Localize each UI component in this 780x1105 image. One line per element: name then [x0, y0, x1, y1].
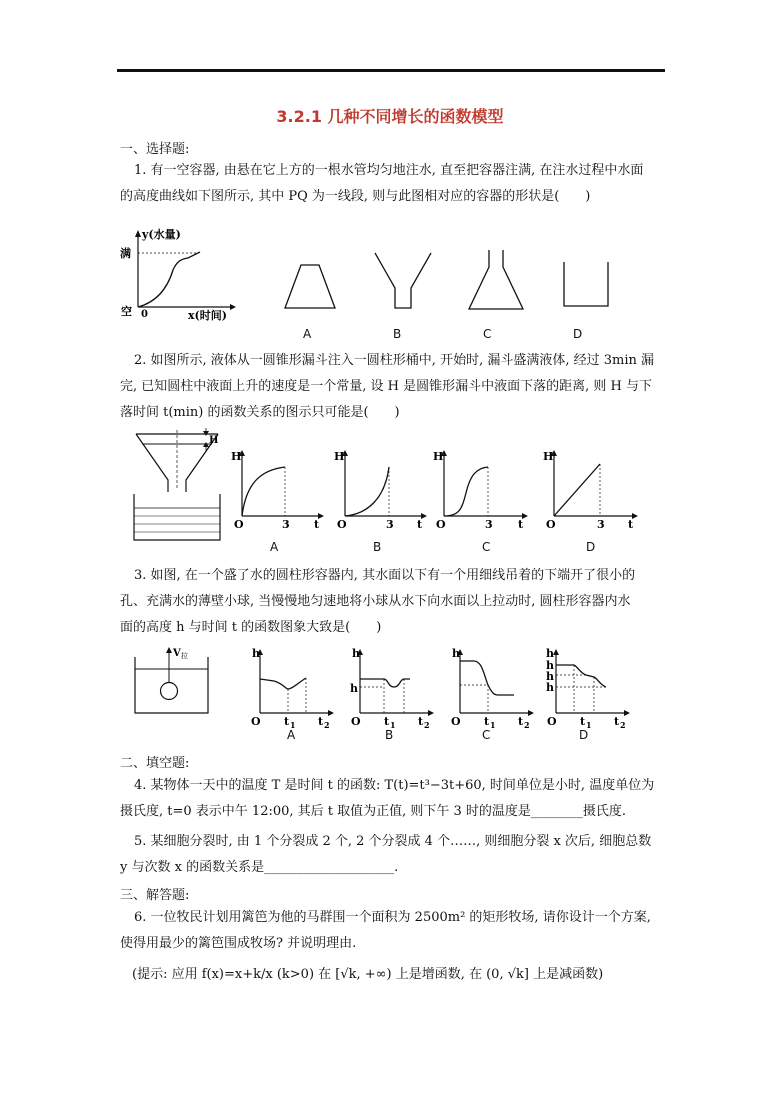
q5-line-1: 5. 某细胞分裂时, 由 1 个分裂成 2 个, 2 个分裂成 4 个……, 则细胞分裂 x 次后, 细胞总数 [134, 834, 652, 849]
q3a-h: h [252, 647, 260, 660]
q2c-tick: 3 [485, 518, 493, 531]
q3-graph-c [448, 645, 536, 730]
q3b-t1sub: 1 [390, 720, 396, 730]
q4-line-1: 4. 某物体一天中的温度 T 是时间 t 的函数: T(t)=t³−3t+60, 时间单位是小时, 温度单位为 [134, 778, 655, 793]
question-5 [120, 829, 668, 881]
q2-option-a: A [270, 540, 279, 554]
q2b-y: H [334, 450, 345, 463]
section-heading-choice: 一、选择题: [120, 142, 190, 157]
section-heading-answer: 三、解答题: [120, 888, 190, 903]
q3a-t1sub: 1 [290, 720, 296, 730]
q2a-tick: 3 [282, 518, 290, 531]
q2-line-2: 完, 已知圆柱中液面上升的速度是一个常量, 设 H 是圆锥形漏斗中液面下落的距离, 则 H 与下 [120, 379, 652, 394]
q3c-h: h [452, 647, 460, 660]
q3d-h2: h [546, 659, 554, 672]
q2-graph-c [432, 448, 532, 530]
q2c-x: t [518, 518, 524, 531]
q3b-h2: h [350, 682, 358, 695]
section-heading-fill: 二、填空题: [120, 756, 190, 771]
q1-container-d [560, 259, 612, 311]
q3a-t2: t [318, 715, 324, 728]
q2d-y: H [543, 450, 554, 463]
q3-ball-figure [132, 645, 212, 717]
q3b-t1: t [384, 715, 390, 728]
q3-option-c: C [482, 728, 491, 742]
question-3 [120, 563, 668, 641]
q4-line-2: 摄氏度, t=0 表示中午 12:00, 其后 t 取值为正值, 则下午 3 时的温度是________摄氏度. [120, 804, 627, 819]
q2-line-3: 落时间 t(min) 的函数关系的图示只可能是( ) [120, 405, 400, 420]
q1-line-2: 的高度曲线如下图所示, 其中 PQ 为一线段, 则与此图相对应的容器的形状是( ) [120, 189, 591, 204]
q3-line-3: 面的高度 h 与时间 t 的函数图象大致是( ) [120, 620, 382, 635]
q1-water-graph [118, 225, 243, 325]
q1-option-b: B [393, 327, 402, 341]
q3a-t1: t [284, 715, 290, 728]
q1-container-c [464, 247, 528, 313]
q3d-h3: h [546, 670, 554, 683]
q3d-t2sub: 2 [620, 720, 626, 730]
q5-line-2: y 与次数 x 的函数关系是____________________. [120, 860, 399, 875]
q3c-t2: t [518, 715, 524, 728]
q3a-t2sub: 2 [324, 720, 330, 730]
q2d-x: t [628, 518, 634, 531]
q1-option-c: C [483, 327, 492, 341]
q3-line-2: 孔、充满水的薄壁小球, 当慢慢地匀速地将小球从水下向水面以上拉动时, 圆柱形容器内水 [120, 594, 631, 609]
q1-option-a: A [303, 327, 312, 341]
q1-line-1: 1. 有一空容器, 由悬在它上方的一根水管均匀地注水, 直至把容器注满, 在注水过程中水面 [134, 163, 644, 178]
q2d-o: O [546, 518, 556, 531]
q6-hint: (提示: 应用 f(x)=x+k/x (k>0) 在 [√k, +∞) 上是增函数, 在 (0, √k] 上是减函数) [132, 967, 604, 982]
q2-funnel-figure [130, 428, 225, 543]
q3c-t2sub: 2 [524, 720, 530, 730]
q3c-t1sub: 1 [490, 720, 496, 730]
q3b-t2sub: 2 [424, 720, 430, 730]
q3-graph-a [248, 645, 336, 730]
q3-option-a: A [287, 728, 296, 742]
q3-v-label: V [173, 648, 181, 659]
q1-empty-label: 空 [121, 305, 132, 318]
q2a-y: H [231, 450, 242, 463]
q3b-t2: t [418, 715, 424, 728]
q6-line-1: 6. 一位牧民计划用篱笆为他的马群围一个面积为 2500m² 的矩形牧场, 请你设计一个方案, [134, 910, 651, 925]
top-rule [117, 69, 665, 72]
q2-funnel-h-label: H [209, 435, 219, 446]
q3d-t1: t [580, 715, 586, 728]
q3d-t2: t [614, 715, 620, 728]
q3-option-b: B [385, 728, 394, 742]
q3d-t1sub: 1 [586, 720, 592, 730]
q2b-x: t [417, 518, 423, 531]
q2b-o: O [337, 518, 347, 531]
q3c-t1: t [484, 715, 490, 728]
q2-graph-d [542, 448, 642, 530]
q3-option-d: D [579, 728, 589, 742]
q2b-tick: 3 [386, 518, 394, 531]
q6-line-2: 使得用最少的篱笆围成牧场? 并说明理由. [120, 936, 357, 951]
q2-option-c: C [482, 540, 491, 554]
q2a-o: O [234, 518, 244, 531]
q1-origin-label: 0 [141, 309, 148, 320]
q3d-h4: h [546, 681, 554, 694]
q2-option-d: D [586, 540, 596, 554]
q1-option-d: D [573, 327, 583, 341]
q2-line-1: 2. 如图所示, 液体从一圆锥形漏斗注入一圆柱形桶中, 开始时, 漏斗盛满液体, 经过 3min 漏 [134, 353, 654, 368]
question-4 [120, 773, 668, 825]
q3b-h: h [352, 647, 360, 660]
q1-full-label: 满 [120, 247, 131, 260]
q3a-o: O [251, 715, 261, 728]
q2c-y: H [433, 450, 444, 463]
question-2 [120, 348, 668, 426]
q1-container-a [282, 262, 338, 312]
q1-xlabel: x(时间) [188, 309, 227, 322]
q3-graph-b [348, 645, 436, 730]
q1-container-b [371, 250, 435, 312]
q2-graph-b [333, 448, 428, 530]
q2a-x: t [314, 518, 320, 531]
q3-line-1: 3. 如图, 在一个盛了水的圆柱形容器内, 其水面以下有一个用细线吊着的下端开了很小的 [134, 568, 636, 583]
q2-option-b: B [373, 540, 382, 554]
page-title: 3.2.1 几种不同增长的函数模型 [276, 107, 504, 126]
q3d-h1: h [546, 647, 554, 660]
question-6 [120, 905, 668, 957]
question-1 [120, 158, 668, 210]
q2-graph-a [230, 448, 325, 530]
q2d-tick: 3 [597, 518, 605, 531]
q3c-o: O [451, 715, 461, 728]
q3-v-sub: 拉 [181, 652, 188, 660]
q2c-o: O [436, 518, 446, 531]
q3b-o: O [351, 715, 361, 728]
q3-graph-d [544, 645, 632, 730]
q1-ylabel: y(水量) [142, 228, 181, 241]
q3d-o: O [547, 715, 557, 728]
